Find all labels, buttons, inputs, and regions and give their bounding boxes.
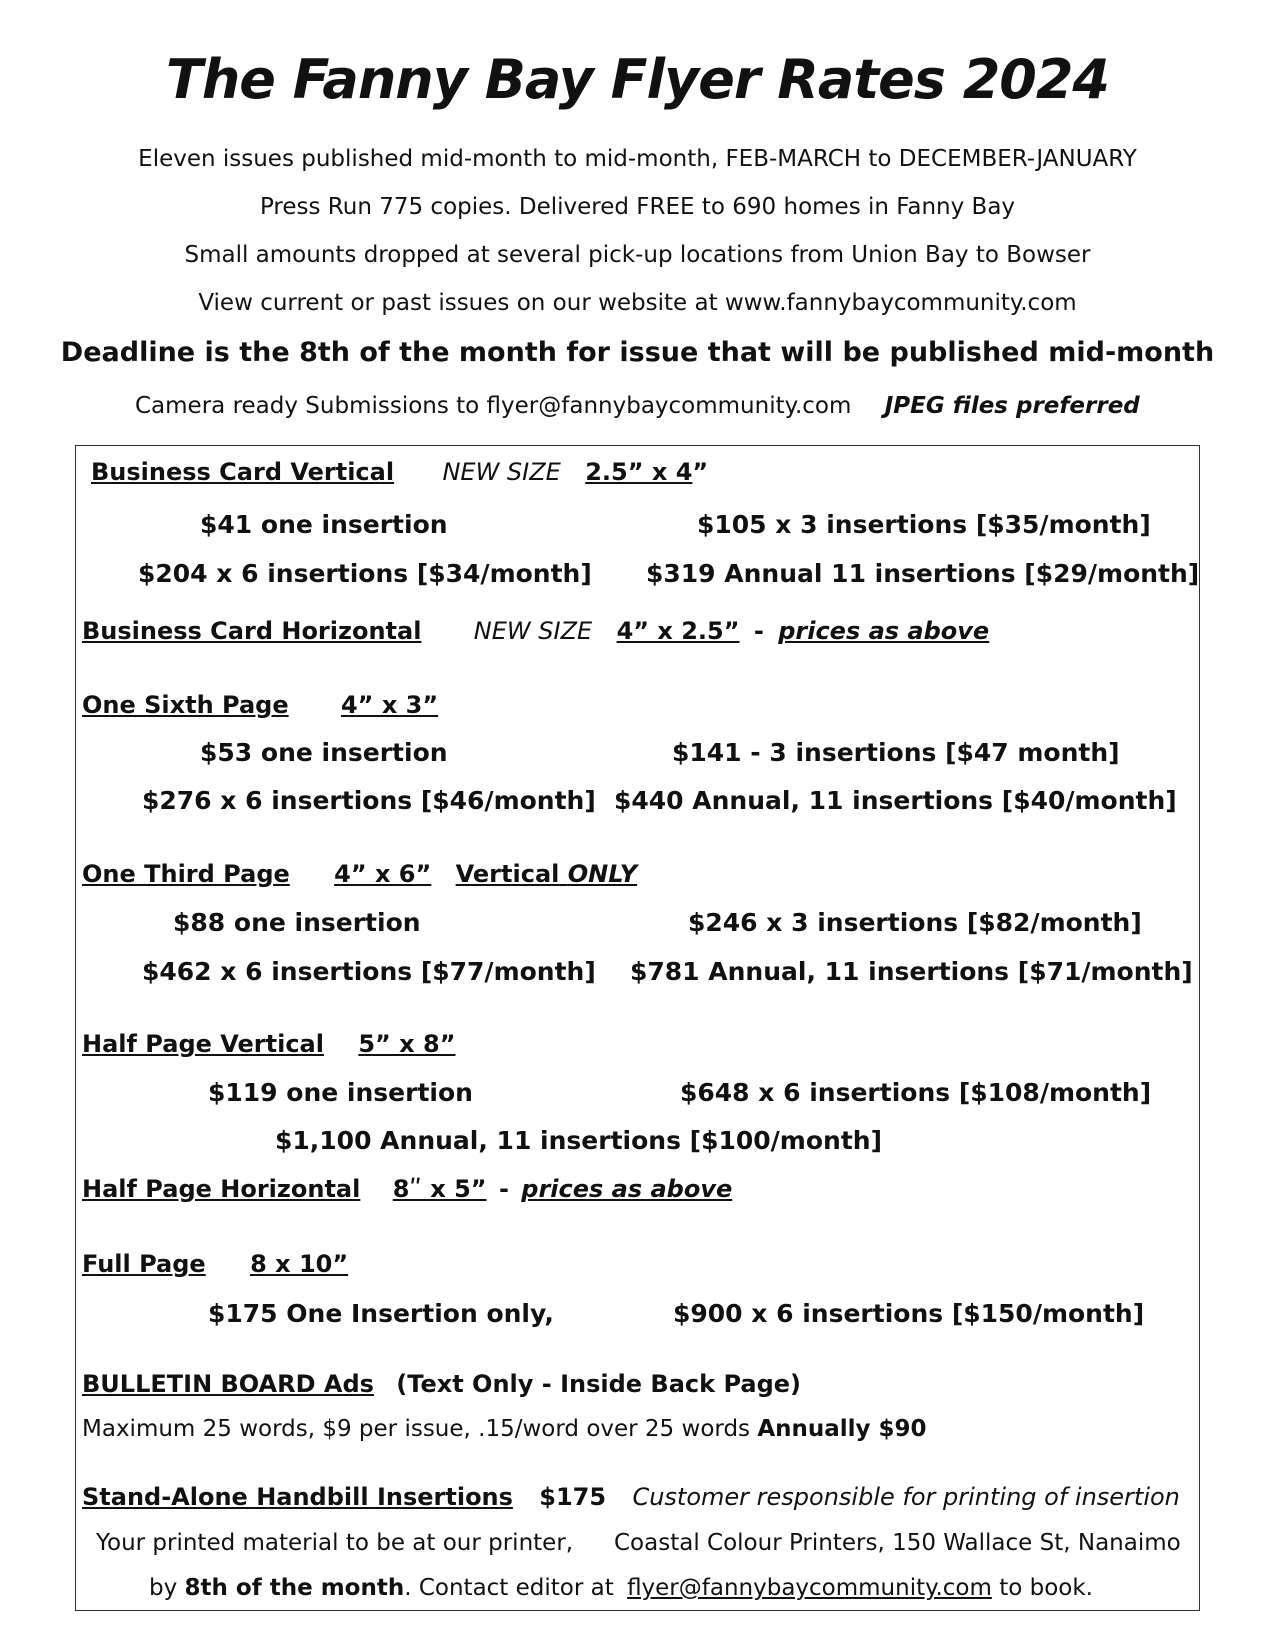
submission-note: JPEG files preferred [884,393,1140,419]
third-price-2: $246 x 3 insertions [$82/month] [688,908,1142,937]
intro-website: View current or past issues on our website at www.fannybaycommunity.com [198,290,1077,316]
third-size: 4” x 6” [334,860,432,888]
sixth-heading [82,691,438,719]
handbill-line-1a: Your printed material to be at our printer, [96,1530,574,1556]
sixth-price-2: $141 - 3 insertions [$47 month] [672,738,1120,767]
handbill-heading [82,1483,1180,1511]
halfh-title: Half Page Horizontal [82,1175,361,1203]
third-price-4: $781 Annual, 11 insertions [$71/month] [630,957,1193,986]
halfv-price-3: $1,100 Annual, 11 insertions [$100/month] [275,1126,882,1155]
submission-line [135,393,1140,419]
halfv-heading [82,1030,455,1058]
halfv-size: 5” x 8” [358,1030,456,1058]
third-price-3: $462 x 6 insertions [$77/month] [142,957,596,986]
sixth-price-1: $53 one insertion [200,738,448,767]
bulletin-title: BULLETIN BOARD Ads [82,1370,374,1398]
handbill-price: $175 [539,1483,607,1511]
bch-size: 4” x 2.5” [616,617,740,645]
intro-press-run: Press Run 775 copies. Delivered FREE to 690 homes in Fanny Bay [259,194,1016,220]
bcv-size: 2.5” x 4 [585,458,693,486]
bcv-heading [91,458,708,486]
handbill-to-book: to book. [999,1575,1093,1601]
bcv-price-2: $105 x 3 insertions [$35/month] [697,510,1151,539]
bulletin-body [82,1416,927,1442]
bulletin-sub: (Text Only - Inside Back Page) [396,1370,802,1398]
sixth-title: One Sixth Page [82,691,289,719]
bcv-price-4: $319 Annual 11 insertions [$29/month] [646,559,1200,588]
sixth-price-3: $276 x 6 insertions [$46/month] [142,786,596,815]
halfh-note: prices as above [521,1175,733,1203]
bulletin-heading [82,1370,801,1398]
full-size: 8 x 10” [250,1250,349,1278]
handbill-note: Customer responsible for printing of insertion [632,1483,1180,1511]
handbill-line-1b: Coastal Colour Printers, 150 Wallace St, Nanaimo [614,1530,1181,1556]
halfv-title: Half Page Vertical [82,1030,324,1058]
full-price-1: $175 One Insertion only, [208,1299,554,1328]
third-vertical: Vertical [455,860,560,888]
bcv-title: Business Card Vertical [91,458,395,486]
intro-issues: Eleven issues published mid-month to mid-month, FEB-MARCH to DECEMBER-JANUARY [138,146,1137,172]
bch-note: prices as above [778,617,990,645]
third-only: ONLY [567,860,638,888]
handbill-by: by [149,1575,178,1601]
third-orientation [456,860,638,888]
bcv-new-size: NEW SIZE [442,458,561,486]
handbill-title: Stand-Alone Handbill Insertions [82,1483,513,1511]
bch-new-size: NEW SIZE [473,617,593,645]
halfv-price-2: $648 x 6 insertions [$108/month] [680,1078,1152,1107]
intro-pickup: Small amounts dropped at several pick-up locations from Union Bay to Bowser [184,242,1091,268]
third-heading [82,860,637,888]
submission-text: Camera ready Submissions to flyer@fannybaycommunity.com [135,393,852,419]
halfh-dash: - [498,1175,518,1203]
full-price-2: $900 x 6 insertions [$150/month] [673,1299,1145,1328]
full-title: Full Page [82,1250,206,1278]
halfh-size: 8ʺ x 5” [392,1175,487,1203]
bcv-size-tail: ” [692,458,709,486]
handbill-line-2 [149,1575,1093,1601]
full-heading [82,1250,348,1278]
bch-heading [82,617,989,645]
halfv-price-1: $119 one insertion [208,1078,473,1107]
bch-dash: - [753,617,773,645]
third-price-1: $88 one insertion [173,908,421,937]
page-title: The Fanny Bay Flyer Rates 2024 [165,48,1109,111]
bulletin-text: Maximum 25 words, $9 per issue, .15/word over 25 words [82,1416,751,1442]
bch-title: Business Card Horizontal [82,617,422,645]
third-title: One Third Page [82,860,290,888]
handbill-contact: . Contact editor at [404,1575,614,1601]
sixth-size: 4” x 3” [340,691,439,719]
halfh-heading [82,1175,732,1203]
bulletin-annual: Annually $90 [757,1416,927,1442]
bcv-price-3: $204 x 6 insertions [$34/month] [138,559,592,588]
handbill-deadline: 8th of the month [184,1575,405,1601]
sixth-price-4: $440 Annual, 11 insertions [$40/month] [614,786,1177,815]
bcv-price-1: $41 one insertion [200,510,448,539]
deadline-notice: Deadline is the 8th of the month for issue that will be published mid-month [60,337,1215,368]
handbill-email-link[interactable]: flyer@fannybaycommunity.com [627,1575,992,1601]
